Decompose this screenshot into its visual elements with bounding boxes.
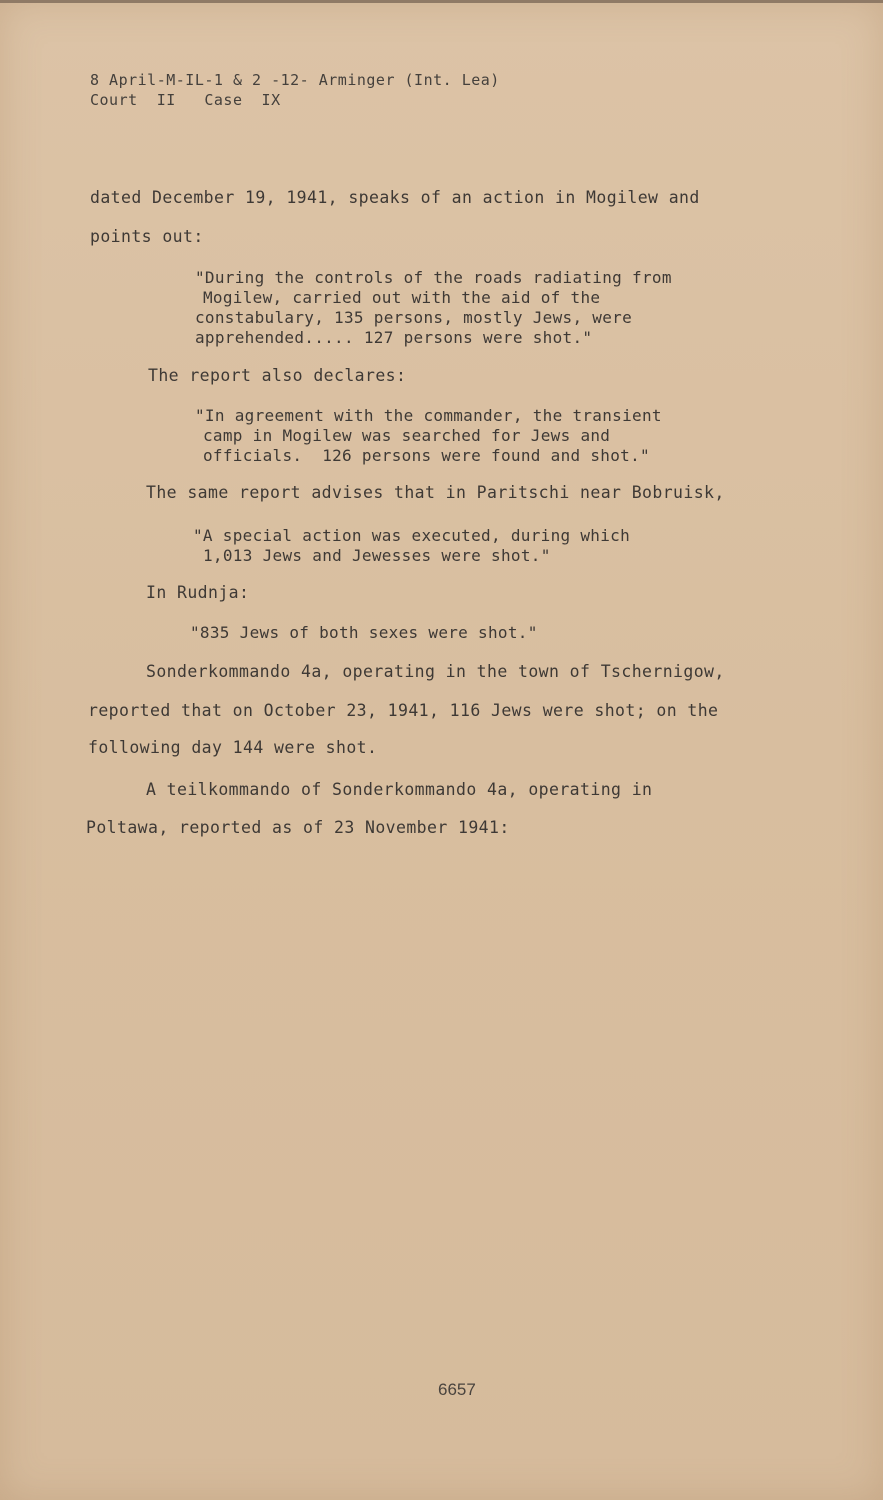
paragraph-2: The report also declares:: [148, 366, 407, 385]
quote-2-line-3: officials. 126 persons were found and shot.": [203, 446, 650, 465]
quote-1-line-1: "During the controls of the roads radiating from: [195, 268, 672, 287]
quote-1-line-4: apprehended..... 127 persons were shot.": [195, 328, 593, 347]
header-line-1: 8 April-M-IL-1 & 2 -12- Arminger (Int. Lea): [90, 71, 500, 89]
quote-3-line-2: 1,013 Jews and Jewesses were shot.": [203, 546, 551, 565]
paragraph-4: In Rudnja:: [146, 583, 250, 602]
paragraph-5-line-1: Sonderkommando 4a, operating in the town of Tschernigow,: [146, 662, 725, 681]
quote-1-line-2: Mogilew, carried out with the aid of the: [203, 288, 601, 307]
paragraph-6-line-1: A teilkommando of Sonderkommando 4a, operating in: [146, 780, 653, 799]
header-line-2: Court II Case IX: [90, 91, 281, 109]
quote-2-line-2: camp in Mogilew was searched for Jews and: [203, 426, 611, 445]
paragraph-6-line-2: Poltawa, reported as of 23 November 1941:: [86, 818, 510, 837]
page-number: 6657: [438, 1380, 476, 1399]
quote-4: "835 Jews of both sexes were shot.": [190, 623, 538, 642]
paragraph-5-line-3: following day 144 were shot.: [88, 738, 378, 757]
document-header: [90, 70, 500, 110]
paragraph-3: The same report advises that in Paritschi near Bobruisk,: [146, 483, 725, 502]
paragraph-5-line-2: reported that on October 23, 1941, 116 Jews were shot; on the: [88, 701, 719, 720]
paragraph-1-line-2: points out:: [90, 227, 204, 246]
quote-3-line-1: "A special action was executed, during which: [193, 526, 631, 545]
top-edge-line: [0, 0, 883, 3]
paragraph-1-line-1: dated December 19, 1941, speaks of an action in Mogilew and: [90, 188, 700, 207]
quote-2-line-1: "In agreement with the commander, the transient: [195, 406, 662, 425]
quote-1-line-3: constabulary, 135 persons, mostly Jews, were: [195, 308, 633, 327]
